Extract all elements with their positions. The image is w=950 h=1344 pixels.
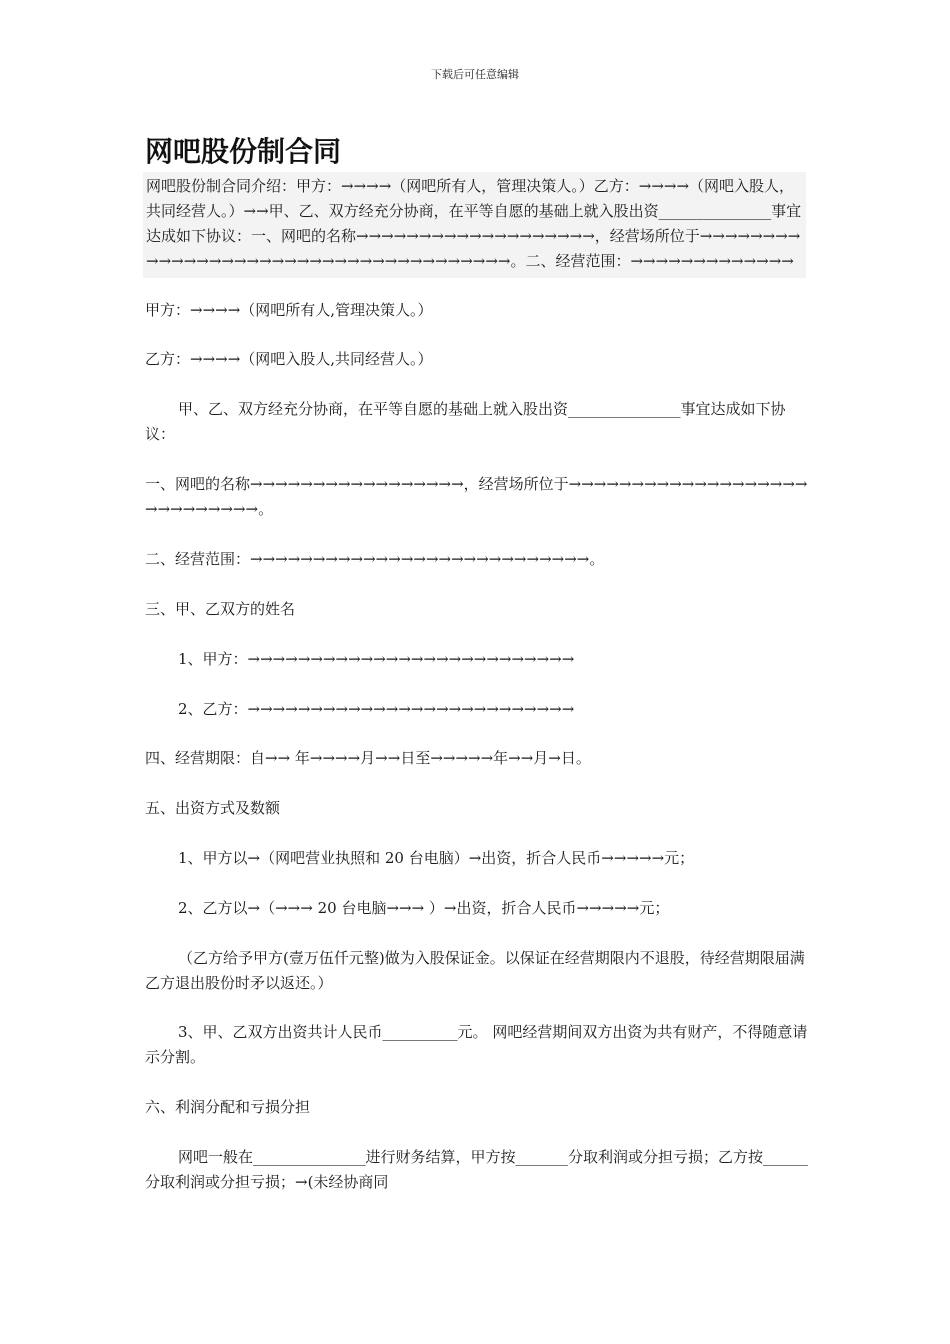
section-4: 四、经营期限：自→→ 年→→→→月→→日至→→→→→年→→月→日。: [145, 749, 591, 767]
section-6-heading: 六、利润分配和亏损分担: [145, 1098, 311, 1116]
intro-summary: 网吧股份制合同介绍：甲方：→→→→（网吧所有人，管理决策人。）乙方：→→→→（网吧入股人，共同经营人。）→→甲、乙、双方经充分协商，在平等自愿的基础上就入股出资_______________事宜达成如下协议：一、网吧的名称→→→→→→→→→→→→→→→→→→→，经营场所位于→→→→→→→→→→→→→→→→→→→→→→→→→→→→→→→→→→→→→。二、经营范围：→→→→→→→→→→→→→: [143, 172, 806, 278]
header-note: 下载后可任意编辑: [431, 68, 519, 81]
section-2: 二、经营范围：→→→→→→→→→→→→→→→→→→→→→→→→→→→。: [145, 550, 605, 568]
section-5-item-1: 1、甲方以→（网吧营业执照和 20 台电脑）→出资，折合人民币→→→→→元；: [178, 849, 695, 867]
section-5-item-3: 3、甲、乙双方出资共计人民币__________元。 网吧经营期间双方出资为共有财产，不得随意请示分割。: [145, 1023, 808, 1066]
party-b-line: 乙方：→→→→（网吧入股人,共同经营人。）: [145, 350, 433, 368]
section-5-note: （乙方给予甲方(壹万伍仟元整)做为入股保证金。以保证在经营期限内不退股，待经营期限届满乙方退出股份时矛以返还。）: [145, 949, 805, 992]
section-5-item-2: 2、乙方以→（→→→ 20 台电脑→→→ ）→出资，折合人民币→→→→→元；: [178, 899, 670, 917]
section-5-heading: 五、出资方式及数额: [145, 799, 281, 817]
preamble-paragraph: 甲、乙、双方经充分协商，在平等自愿的基础上就入股出资_______________事宜达成如下协议：: [145, 400, 786, 443]
section-3-heading: 三、甲、乙双方的姓名: [145, 600, 296, 618]
section-3-party-b: 2、乙方：→→→→→→→→→→→→→→→→→→→→→→→→→→: [178, 700, 575, 718]
section-1: 一、网吧的名称→→→→→→→→→→→→→→→→→，经营场所位于→→→→→→→→→→→→→→→→→→→→→→→→→→→→。: [145, 475, 808, 518]
party-a-line: 甲方：→→→→（网吧所有人,管理决策人。）: [145, 301, 433, 319]
section-6-text: 网吧一般在_______________进行财务结算，甲方按_______分取利润或分担亏损；乙方按______分取利润或分担亏损；→(未经协商同: [145, 1148, 809, 1191]
section-3-party-a: 1、甲方：→→→→→→→→→→→→→→→→→→→→→→→→→→: [178, 650, 575, 668]
document-title: 网吧股份制合同: [145, 135, 342, 168]
